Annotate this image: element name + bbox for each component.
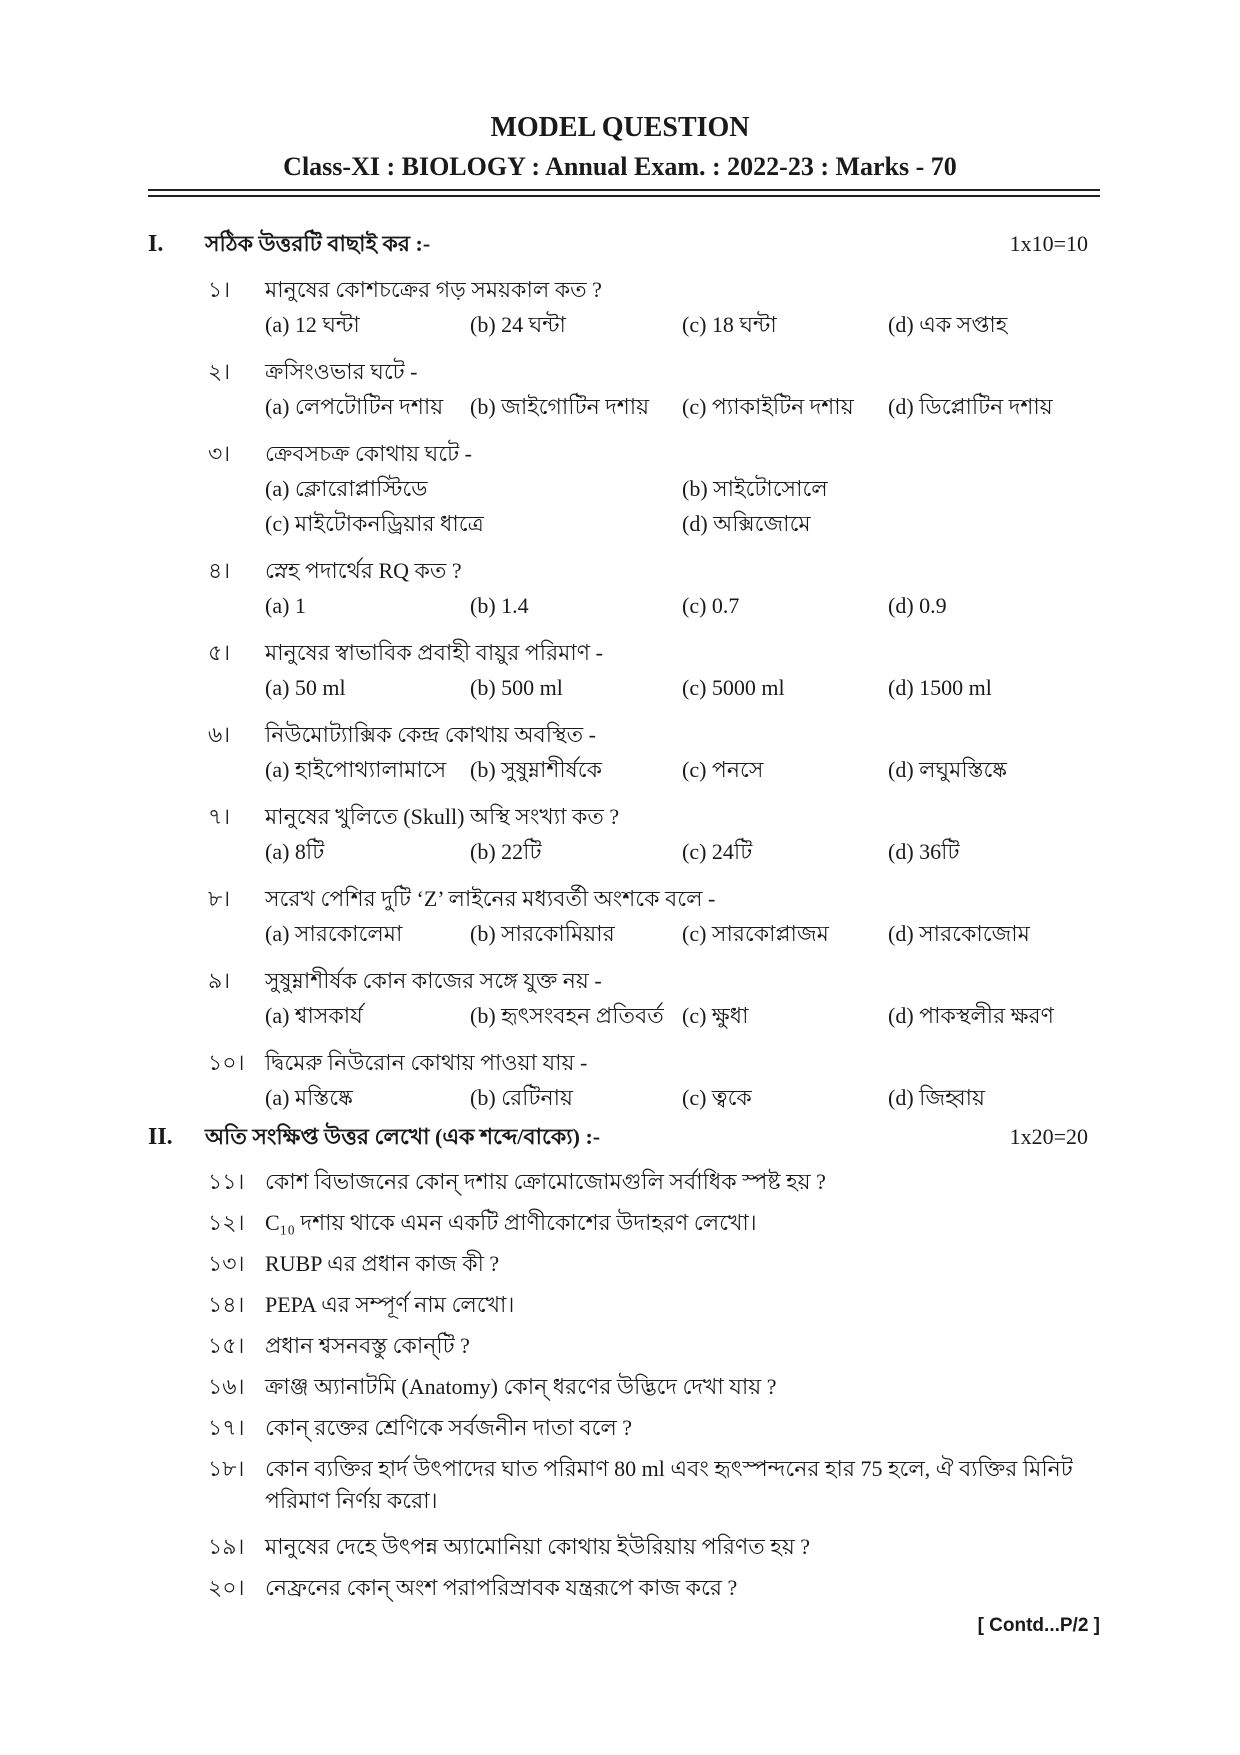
question-text: স্নেহ পদার্থের RQ কত ? bbox=[265, 558, 462, 583]
options-row bbox=[148, 1080, 1100, 1115]
options-row bbox=[148, 588, 1100, 623]
options-row bbox=[148, 389, 1100, 424]
option-c: (c) 0.7 bbox=[682, 593, 740, 618]
option-d: (d) ডিপ্লোটিন দশায় bbox=[888, 394, 1053, 419]
question-line bbox=[148, 1045, 1100, 1080]
question-number: ২০। bbox=[208, 1575, 245, 1600]
question-number: ১৭। bbox=[208, 1415, 245, 1440]
question-line bbox=[148, 272, 1100, 307]
option-b: (b) সুষুম্নাশীর্ষকে bbox=[470, 757, 603, 782]
options-row bbox=[148, 834, 1100, 869]
question-text: প্রধান শ্বসনবস্তু কোন্‌টি ? bbox=[265, 1333, 470, 1358]
question-text: সুষুম্নাশীর্ষক কোন কাজের সঙ্গে যুক্ত নয় - bbox=[265, 968, 602, 993]
section-instruction: অতি সংক্ষিপ্ত উত্তর লেখো (এক শব্দে/বাক্যে) :- bbox=[205, 1124, 601, 1149]
option-d: (d) লঘুমস্তিষ্কে bbox=[888, 757, 1008, 782]
mcq-question bbox=[148, 436, 1100, 541]
question-text: C₁₀ দশায় থাকে এমন একটি প্রাণীকোশের উদাহরণ লেখো। bbox=[265, 1210, 757, 1235]
options-row bbox=[148, 506, 1100, 541]
short-question bbox=[148, 1526, 1100, 1567]
question-number: ১৩। bbox=[208, 1251, 245, 1276]
mcq-question bbox=[148, 1045, 1100, 1115]
question-text: মানুষের স্বাভাবিক প্রবাহী বায়ুর পরিমাণ - bbox=[265, 640, 603, 665]
question-text: ক্রসিংওভার ঘটে - bbox=[265, 359, 418, 384]
question-number: ৬। bbox=[208, 722, 231, 747]
mcq-question bbox=[148, 553, 1100, 623]
section-header bbox=[148, 1117, 1100, 1157]
option-c: (c) মাইটোকনড্রিয়ার ধাত্রে bbox=[265, 511, 484, 536]
section-marks: 1x20=20 bbox=[1009, 1124, 1088, 1149]
option-c: (c) সারকোপ্লাজম bbox=[682, 921, 829, 946]
option-b: (b) সারকোমিয়ার bbox=[470, 921, 615, 946]
option-a: (a) 50 ml bbox=[265, 675, 346, 700]
option-a: (a) সারকোলেমা bbox=[265, 921, 403, 946]
question-line bbox=[148, 799, 1100, 834]
question-text: RUBP এর প্রধান কাজ কী ? bbox=[265, 1251, 500, 1276]
question-number: ১০। bbox=[208, 1050, 245, 1075]
question-text: মানুষের খুলিতে (Skull) অস্থি সংখ্যা কত ? bbox=[265, 804, 620, 829]
option-b: (b) 500 ml bbox=[470, 675, 563, 700]
option-d: (d) সারকোজোম bbox=[888, 921, 1030, 946]
option-b: (b) রেটিনায় bbox=[470, 1085, 573, 1110]
question-line bbox=[148, 553, 1100, 588]
mcq-question bbox=[148, 635, 1100, 705]
question-number: ৫। bbox=[208, 640, 231, 665]
options-row bbox=[148, 471, 1100, 506]
question-number: ৮। bbox=[208, 886, 231, 911]
option-c: (c) পনসে bbox=[682, 757, 764, 782]
question-number: ১৮। bbox=[208, 1456, 245, 1481]
short-question bbox=[148, 1366, 1100, 1407]
option-b: (b) 22টি bbox=[470, 839, 542, 864]
question-text: কোন্ রক্তের শ্রেণিকে সর্বজনীন দাতা বলে ? bbox=[265, 1415, 633, 1440]
option-b: (b) জাইগোটিন দশায় bbox=[470, 394, 650, 419]
question-text: ক্রেবসচক্র কোথায় ঘটে - bbox=[265, 441, 472, 466]
question-number: ৩। bbox=[208, 441, 231, 466]
section-number: I. bbox=[148, 231, 164, 257]
option-a: (a) হাইপোথ্যালামাসে bbox=[265, 757, 447, 782]
short-question bbox=[148, 1407, 1100, 1448]
options-row bbox=[148, 752, 1100, 787]
option-c: (c) 5000 ml bbox=[682, 675, 785, 700]
mcq-question bbox=[148, 963, 1100, 1033]
mcq-question bbox=[148, 799, 1100, 869]
question-number: ১২। bbox=[208, 1210, 245, 1235]
mcq-question bbox=[148, 354, 1100, 424]
exam-subtitle: Class-XI : BIOLOGY : Annual Exam. : 2022-23 : Marks - 70 bbox=[283, 152, 957, 181]
option-d: (d) 0.9 bbox=[888, 593, 947, 618]
document-title: MODEL QUESTION bbox=[490, 112, 750, 143]
option-a: (a) 12 ঘন্টা bbox=[265, 312, 360, 337]
short-question bbox=[148, 1448, 1100, 1484]
question-text: মানুষের কোশচক্রের গড় সময়কাল কত ? bbox=[265, 277, 602, 302]
options-row bbox=[148, 307, 1100, 342]
mcq-question bbox=[148, 272, 1100, 342]
question-text: নিউমোট্যাক্সিক কেন্দ্র কোথায় অবস্থিত - bbox=[265, 722, 596, 747]
option-b: (b) হৃৎসংবহন প্রতিবর্ত bbox=[470, 1003, 664, 1028]
question-number: ৭। bbox=[208, 804, 231, 829]
question-number: ১৫। bbox=[208, 1333, 245, 1358]
option-c: (c) ত্বকে bbox=[682, 1085, 752, 1110]
question-line bbox=[148, 354, 1100, 389]
question-number: ১৪। bbox=[208, 1292, 245, 1317]
question-text-continued: পরিমাণ নির্ণয় করো। bbox=[265, 1488, 438, 1513]
short-question bbox=[148, 1243, 1100, 1284]
section-number: II. bbox=[148, 1124, 173, 1150]
question-line bbox=[148, 635, 1100, 670]
question-line bbox=[148, 881, 1100, 916]
question-text: দ্বিমেরু নিউরোন কোথায় পাওয়া যায় - bbox=[265, 1050, 588, 1075]
short-question bbox=[148, 1284, 1100, 1325]
option-d: (d) জিহ্বায় bbox=[888, 1085, 986, 1110]
question-number: ১৬। bbox=[208, 1374, 245, 1399]
question-number: ১১। bbox=[208, 1169, 245, 1194]
question-text: PEPA এর সম্পূর্ণ নাম লেখো। bbox=[265, 1292, 515, 1317]
question-line bbox=[148, 963, 1100, 998]
option-b: (b) সাইটোসোলে bbox=[682, 476, 828, 501]
option-c: (c) 24টি bbox=[682, 839, 753, 864]
question-text: কোন ব্যক্তির হার্দ উৎপাদের ঘাত পরিমাণ 80 ml এবং হৃৎস্পন্দনের হার 75 হলে, ঐ ব্যক্তির মিনিট bbox=[265, 1456, 1073, 1481]
option-a: (a) লেপটোটিন দশায় bbox=[265, 394, 444, 419]
question-continuation bbox=[148, 1484, 1100, 1518]
question-number: ১৯। bbox=[208, 1534, 245, 1559]
option-d: (d) এক সপ্তাহ bbox=[888, 312, 1008, 337]
question-text: সরেখ পেশির দুটি ‘Z’ লাইনের মধ্যবর্তী অংশকে বলে - bbox=[265, 886, 716, 911]
option-d: (d) অক্সিজোমে bbox=[682, 511, 811, 536]
option-c: (c) ক্ষুধা bbox=[682, 1003, 749, 1028]
option-a: (a) মস্তিষ্কে bbox=[265, 1085, 353, 1110]
option-d: (d) পাকস্থলীর ক্ষরণ bbox=[888, 1003, 1054, 1028]
question-text: কোশ বিভাজনের কোন্ দশায় ক্রোমোজোমগুলি সর্বাধিক স্পষ্ট হয় ? bbox=[265, 1169, 826, 1194]
short-question bbox=[148, 1567, 1100, 1608]
mcq-question bbox=[148, 881, 1100, 951]
short-question bbox=[148, 1325, 1100, 1366]
question-text: ক্রাঞ্জ অ্যানাটমি (Anatomy) কোন্ ধরণের উদ্ভিদে দেখা যায় ? bbox=[265, 1374, 777, 1399]
short-question bbox=[148, 1202, 1100, 1243]
option-b: (b) 24 ঘন্টা bbox=[470, 312, 566, 337]
options-row bbox=[148, 998, 1100, 1033]
section-marks: 1x10=10 bbox=[1009, 231, 1088, 256]
option-d: (d) 1500 ml bbox=[888, 675, 992, 700]
options-row bbox=[148, 670, 1100, 705]
options-row bbox=[148, 916, 1100, 951]
question-line bbox=[148, 717, 1100, 752]
option-a: (a) শ্বাসকার্য bbox=[265, 1003, 363, 1028]
question-text: মানুষের দেহে উৎপন্ন অ্যামোনিয়া কোথায় ইউরিয়ায় পরিণত হয় ? bbox=[265, 1534, 811, 1559]
question-number: ১। bbox=[208, 277, 231, 302]
mcq-question bbox=[148, 717, 1100, 787]
option-d: (d) 36টি bbox=[888, 839, 960, 864]
option-a: (a) 1 bbox=[265, 593, 306, 618]
section-instruction: সঠিক উত্তরটি বাছাই কর :- bbox=[205, 231, 431, 256]
short-question bbox=[148, 1161, 1100, 1202]
continued-note: [ Contd...P/2 ] bbox=[977, 1615, 1100, 1636]
option-c: (c) 18 ঘন্টা bbox=[682, 312, 777, 337]
header-divider bbox=[148, 189, 1100, 191]
question-line bbox=[148, 436, 1100, 471]
option-a: (a) 8টি bbox=[265, 839, 325, 864]
option-c: (c) প্যাকাইটিন দশায় bbox=[682, 394, 854, 419]
question-content bbox=[148, 224, 1100, 1608]
header-divider bbox=[148, 195, 1100, 197]
question-number: ২। bbox=[208, 359, 231, 384]
option-a: (a) ক্লোরোপ্লাস্টিডে bbox=[265, 476, 428, 501]
option-b: (b) 1.4 bbox=[470, 593, 529, 618]
section-header bbox=[148, 224, 1100, 264]
question-text: নেফ্রনের কোন্ অংশ পরাপরিস্রাবক যন্ত্ররূপে কাজ করে ? bbox=[265, 1575, 738, 1600]
question-number: ৪। bbox=[208, 558, 231, 583]
question-number: ৯। bbox=[208, 968, 231, 993]
